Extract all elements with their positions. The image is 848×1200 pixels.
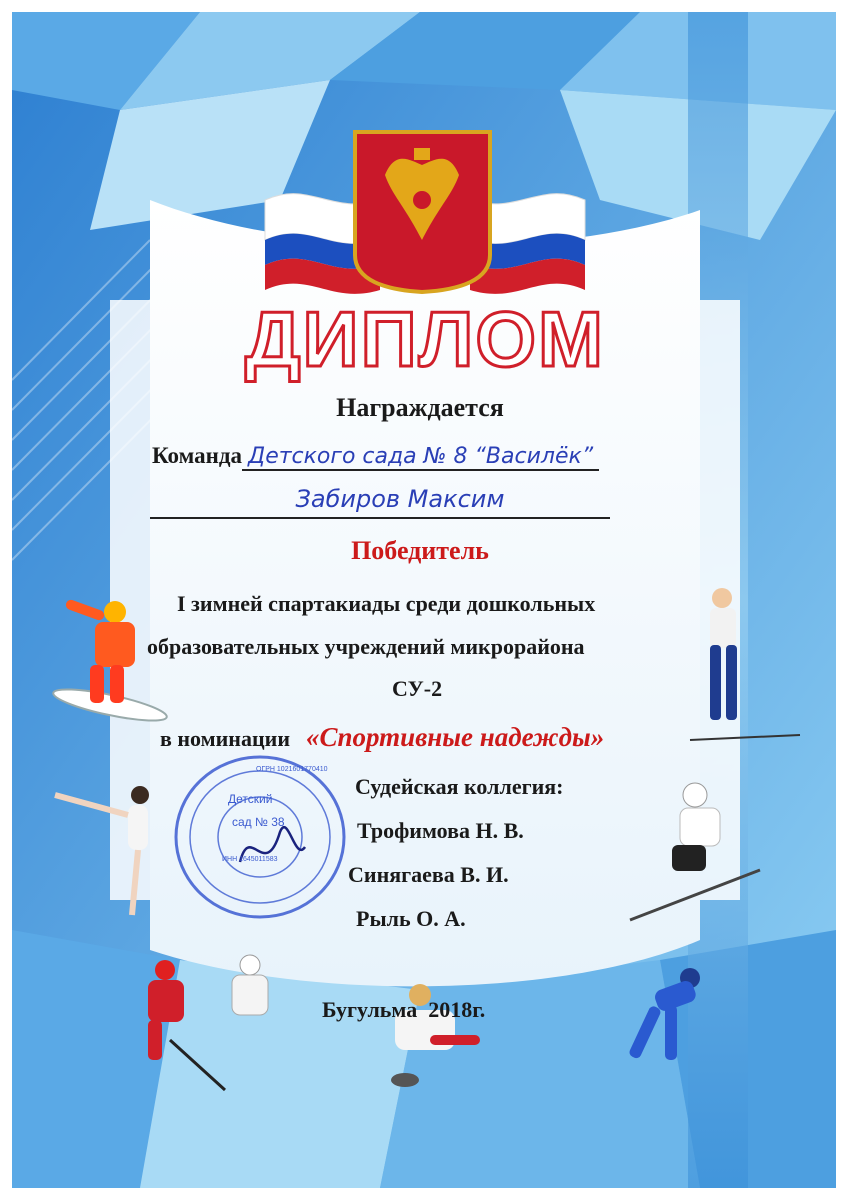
nomination-value: «Спортивные надежды» <box>306 722 605 752</box>
team-line <box>152 443 622 479</box>
team-label: Команда <box>152 443 242 468</box>
place-date: Бугульма 2018г. <box>322 997 486 1022</box>
person-line <box>150 485 610 519</box>
event-line-1: I зимней спартакиады среди дошкольных <box>177 591 596 616</box>
event-line-3: СУ-2 <box>392 676 443 701</box>
jury-member: Трофимова Н. В. <box>357 818 524 843</box>
coat-of-arms-icon <box>355 132 490 292</box>
awarded-label: Награждается <box>336 393 504 422</box>
jury-member: Рыль О. А. <box>356 906 466 931</box>
page-title: ДИПЛОМ <box>244 295 606 383</box>
official-stamp <box>170 752 350 922</box>
nomination-label: в номинации <box>160 726 291 751</box>
nomination-line <box>160 722 604 753</box>
result-label: Победитель <box>351 536 489 565</box>
stamp-ogrn: ОГРН 1021601770410 <box>256 766 328 773</box>
jury-member: Синягаева В. И. <box>348 862 509 887</box>
team-name: Детского сада № 8 “Василёк” <box>242 444 599 471</box>
stamp-label-mid: сад № 38 <box>232 815 285 829</box>
stamp-label-top: Детский <box>228 792 273 806</box>
stamp-inn: ИНН 1645011583 <box>222 856 278 863</box>
person-name: Забиров Максим <box>295 485 505 513</box>
jury-label: Судейская коллегия: <box>355 774 564 799</box>
event-line-2: образовательных учреждений микрорайона <box>147 634 585 659</box>
